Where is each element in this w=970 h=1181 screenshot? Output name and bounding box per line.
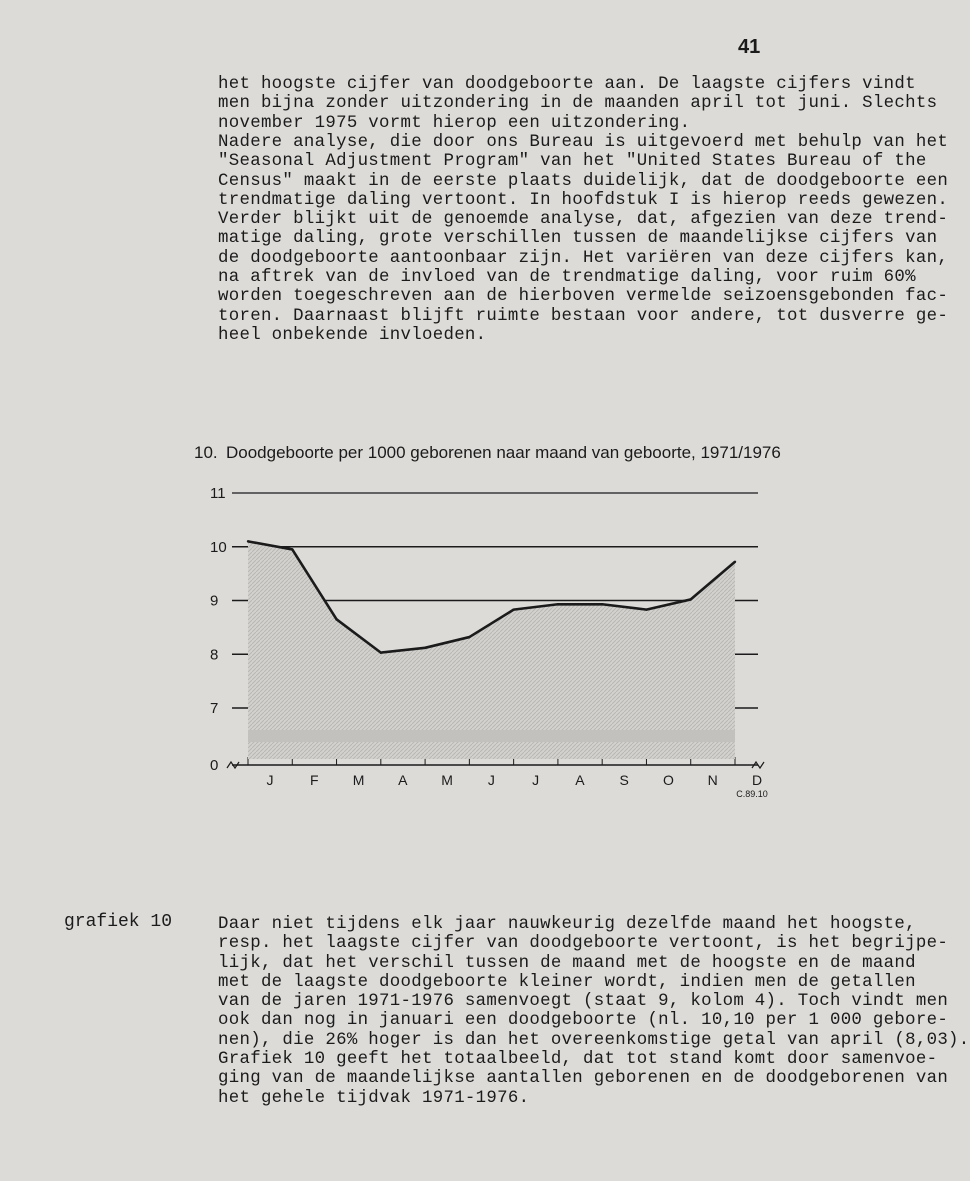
text-line: van de jaren 1971-1976 samenvoegt (staat 9, kolom 4). Toch vindt men [218,992,949,1012]
x-tick-label: A [398,772,408,788]
data-point [468,636,470,638]
text-line: het hoogste cijfer van doodgeboorte aan. De laagste cijfers vindt [218,75,916,94]
x-tick-label: A [575,772,585,788]
data-point [247,540,249,542]
text-line: trendmatige daling vertoont. In hoofdstuk I is hierop reeds gewezen. [218,190,949,210]
text-line: ging van de maandelijkse aantallen geborenen en de doodgeborenen van [218,1069,949,1089]
x-tick-label: F [309,772,319,788]
text-line: Verder blijkt uit de genoemde analyse, dat, afgezien van deze trend- [218,210,949,230]
text-line: heel onbekende invloeden. [218,325,487,345]
x-tick-label: O [663,772,674,788]
axis-break-mark [227,762,239,768]
figure-code: C.89.10 [736,789,768,799]
text-line: de doodgeboorte aantoonbaar zijn. Het variëren van deze cijfers kan, [218,248,949,268]
text-line: na aftrek van de invloed van de trendmatige daling, voor ruim 60% [218,268,916,288]
y-tick-label: 9 [210,592,219,610]
data-point [645,608,647,610]
break-band [248,730,735,742]
text-line: worden toegeschreven aan de hierboven vermelde seizoensgebonden fac- [218,287,949,307]
text-line: matige daling, grote verschillen tussen de maandelijkse cijfers van [218,229,938,249]
x-tick-label: M [352,772,365,788]
text-line: november 1975 vormt hierop een uitzondering. [218,113,691,133]
y-tick-label: 0 [210,757,219,774]
data-point [335,618,337,620]
figure-title: Doodgeboorte per 1000 geborenen naar maand van geboorte, 1971/1976 [226,443,781,462]
data-point [734,561,736,563]
area-fill [248,541,735,759]
text-line: Nadere analyse, die door ons Bureau is uitgevoerd met behulp van het [218,133,949,152]
text-line: Grafiek 10 geeft het totaalbeeld, dat tot stand komt door samenvoe- [218,1050,938,1070]
paragraph-3 [218,915,970,1108]
side-label: grafiek 10 [64,912,173,932]
text-line: Daar niet tijdens elk jaar nauwkeurig dezelfde maand het hoogste, [218,915,916,934]
x-tick-label: J [266,772,274,788]
axis-break-mark [752,762,764,768]
data-point [601,603,603,605]
x-tick-label: J [532,772,540,788]
text-line: Census" maakt in de eerste plaats duidelijk, dat de doodgeboorte een [218,171,949,191]
x-tick-label: S [619,772,629,788]
x-tick-label: N [707,772,718,788]
y-tick-label: 8 [210,646,219,664]
x-tick-label: M [441,772,453,788]
text-line: het gehele tijdvak 1971-1976. [218,1088,530,1108]
data-point [512,608,514,610]
text-line: men bijna zonder uitzondering in de maanden april tot juni. Slechts [218,94,938,114]
text-line: met de laagste doodgeboorte kleiner wordt, indien men de getallen [218,972,916,992]
data-point [424,647,426,649]
text-line: nen), die 26% hoger is dan het overeenkomstige getal van april (8,03). [218,1030,970,1050]
text-line: lijk, dat het verschil tussen de maand met de hoogste en de maand [218,953,916,973]
figure-number: 10. [194,443,218,462]
text-line: ook dan nog in januari een doodgeboorte (nl. 10,10 per 1 000 gebore- [218,1011,949,1031]
y-tick-label: 10 [210,538,227,556]
page-number: 41 [738,36,761,58]
y-tick-label: 11 [210,485,226,502]
text-line: toren. Daarnaast blijft ruimte bestaan voor andere, tot dusverre ge- [218,306,949,326]
text-line: "Seasonal Adjustment Program" van het "United States Bureau of the [218,152,927,172]
y-tick-label: 7 [210,700,219,717]
data-point [690,598,692,600]
data-point [380,651,382,653]
x-tick-label: J [487,772,495,788]
text-line: resp. het laagste cijfer van doodgeboorte vertoont, is het begrijpe- [218,934,949,954]
x-tick-label: D [751,772,763,788]
data-point [291,548,293,550]
data-point [557,603,559,605]
